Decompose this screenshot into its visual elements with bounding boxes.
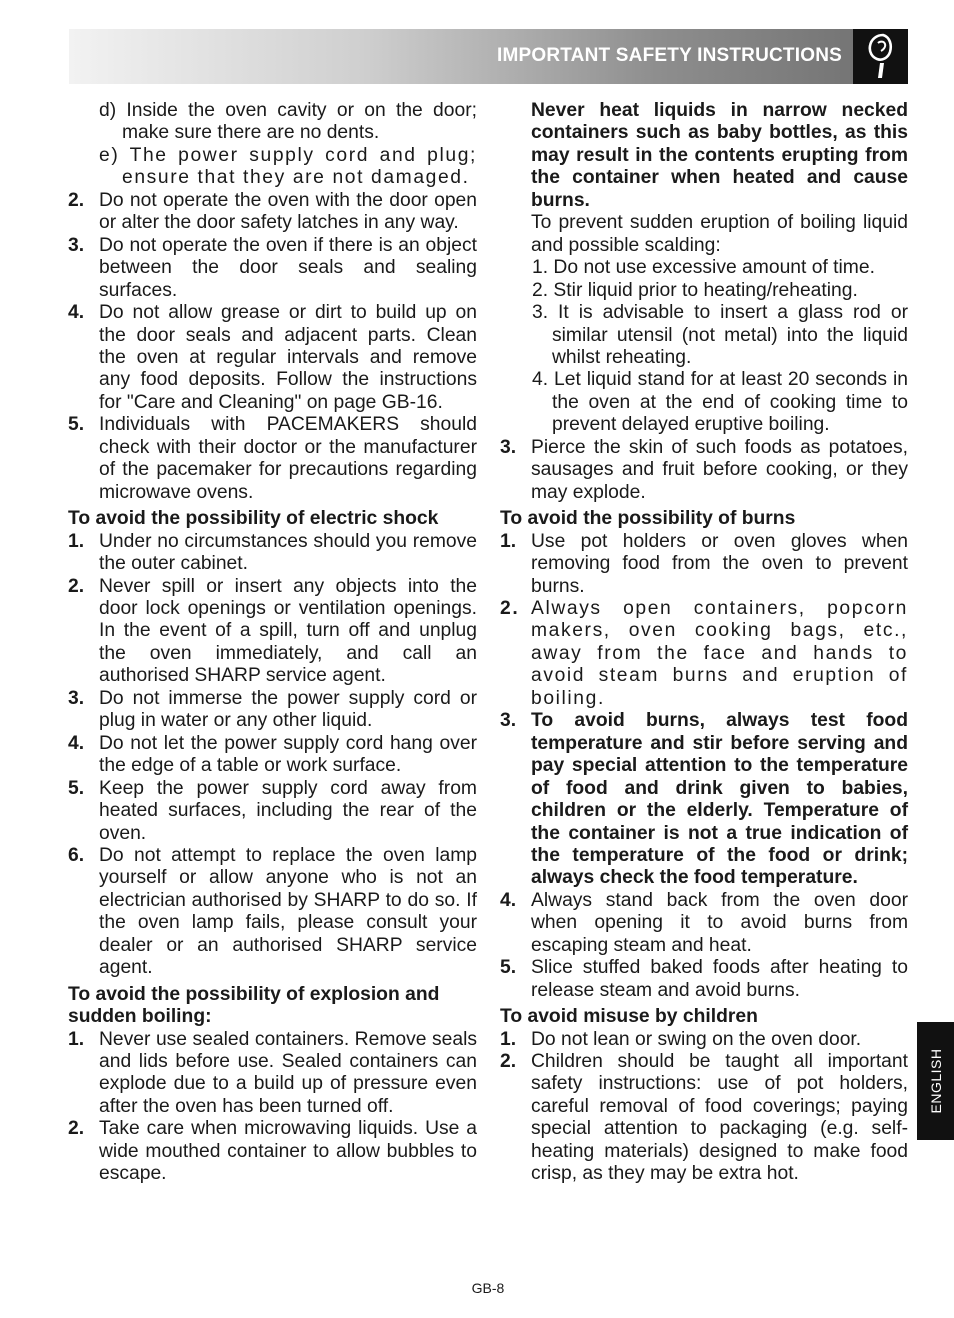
list-item bbox=[68, 688, 477, 733]
children-heading: To avoid misuse by children bbox=[500, 1006, 758, 1028]
item-text: Always stand back from the oven door when opening it to avoid burns from escaping steam and heat. bbox=[531, 889, 908, 956]
item-number: 1. bbox=[68, 530, 85, 552]
list-item bbox=[500, 1029, 908, 1051]
narrow-neck-warning: Never heat liquids in narrow necked containers such as baby bottles, as this may result in the contents erupting from the container when heated and cause burns. bbox=[531, 100, 908, 211]
list-item bbox=[68, 235, 477, 302]
list-item bbox=[500, 598, 908, 710]
item-text: To avoid burns, always test food temperature and stir before serving and pay special attention to the temperature of food and drink given to babies, children or the elderly. Temperature of the container is not a true indication of the temperature of the food or drink; always check the food temperature. bbox=[531, 710, 908, 889]
item-number: 5. bbox=[68, 777, 85, 799]
item-number: 2. bbox=[68, 1118, 85, 1140]
list-item bbox=[500, 1051, 908, 1186]
list-item bbox=[500, 437, 908, 504]
item-text: Do not let the power supply cord hang over the edge of a table or work surface. bbox=[99, 732, 477, 777]
item-text: Slice stuffed baked foods after heating to release steam and avoid burns. bbox=[531, 957, 908, 1001]
item-number: 1. bbox=[500, 1028, 517, 1050]
item-number: 1. bbox=[500, 530, 517, 552]
language-tab-label: ENGLISH bbox=[927, 1048, 944, 1114]
sub-item: 4. Let liquid stand for at least 20 seconds in the oven at the end of cooking time to prevent delayed eruptive boiling. bbox=[532, 369, 908, 436]
sub-item: 3. It is advisable to insert a glass rod or similar utensil (not metal) into the liquid whilst reheating. bbox=[532, 302, 908, 368]
header-title: IMPORTANT SAFETY INSTRUCTIONS bbox=[497, 45, 842, 66]
item-number: 3. bbox=[500, 710, 517, 732]
item-number: 4. bbox=[68, 302, 85, 324]
item-text: Never spill or insert any objects into the door lock openings or ventilation openings. In the event of a spill, turn off and unplug the oven immediately, and call an authorised SHARP service agent. bbox=[99, 575, 477, 687]
list-item bbox=[68, 778, 477, 845]
item-number: 6. bbox=[68, 844, 85, 866]
item-number: 2. bbox=[500, 1051, 517, 1073]
item-text: Take care when microwaving liquids. Use a wide mouthed container to allow bubbles to escape. bbox=[99, 1118, 477, 1185]
item-text: Do not allow grease or dirt to build up on the door seals and adjacent parts. Clean the oven at regular intervals and remove any food deposits. Follow the instructions for "Care and Cleaning" on page GB-16. bbox=[99, 302, 477, 413]
burns-heading: To avoid the possibility of burns bbox=[500, 508, 796, 530]
list-item bbox=[68, 414, 477, 504]
list-item bbox=[68, 845, 477, 980]
item-text: Never use sealed containers. Remove seals and lids before use. Sealed containers can explode due to a build up of pressure even after the oven has been turned off. bbox=[99, 1028, 477, 1117]
item-text: Individuals with PACEMAKERS should check with their doctor or the manufacturer of the pacemaker for precautions regarding microwave ovens. bbox=[99, 414, 477, 503]
item-text: Do not operate the oven with the door open or alter the door safety latches in any way. bbox=[99, 189, 477, 234]
item-number: 2. bbox=[68, 575, 85, 597]
header-bar bbox=[69, 29, 908, 84]
item-text: Keep the power supply cord away from heated surfaces, including the rear of the oven. bbox=[99, 777, 477, 844]
left-column bbox=[68, 100, 477, 1186]
right-column bbox=[500, 100, 908, 1186]
page-number: GB-8 bbox=[471, 1280, 505, 1296]
list-item bbox=[500, 710, 908, 890]
item-text: Pierce the skin of such foods as potatoes, sausages and fruit before cooking, or they may explode. bbox=[531, 436, 908, 503]
item-number: 4. bbox=[500, 889, 517, 911]
item-number: 5. bbox=[500, 957, 517, 979]
item-text: Do not attempt to replace the oven lamp yourself or allow anyone who is not an electrician authorised by SHARP to do so. If the oven lamp fails, please consult your dealer or an authorised SHARP service agent. bbox=[99, 844, 477, 979]
prevent-eruption-text: To prevent sudden eruption of boiling liquid and possible scalding: bbox=[531, 212, 908, 256]
list-item bbox=[68, 531, 477, 576]
language-tab bbox=[917, 1022, 954, 1140]
list-item bbox=[68, 733, 477, 778]
item-text: Always open containers, popcorn makers, oven cooking bags, etc., away from the face and hands to avoid steam burns and eruption of boiling. bbox=[531, 597, 908, 709]
item-number: 4. bbox=[68, 732, 85, 754]
list-item bbox=[500, 957, 908, 1002]
list-item bbox=[68, 302, 477, 414]
sub-item: 1. Do not use excessive amount of time. bbox=[532, 257, 875, 279]
list-item bbox=[500, 890, 908, 957]
item-text: Use pot holders or oven gloves when removing food from the oven to prevent burns. bbox=[531, 530, 908, 597]
item-number: 3. bbox=[500, 436, 517, 458]
electric-shock-heading: To avoid the possibility of electric shock bbox=[68, 508, 439, 530]
list-item bbox=[68, 1118, 477, 1185]
list-item bbox=[500, 531, 908, 598]
item-number: 2. bbox=[68, 189, 85, 211]
item-number: 2. bbox=[500, 597, 520, 619]
list-item bbox=[68, 1029, 477, 1119]
item-text: Under no circumstances should you remove the outer cabinet. bbox=[99, 530, 477, 575]
item-number: 3. bbox=[68, 687, 85, 709]
sub-item-d: d) Inside the oven cavity or on the door; make sure there are no dents. bbox=[99, 100, 477, 144]
item-number: 3. bbox=[68, 234, 85, 256]
item-number: 5. bbox=[68, 414, 85, 436]
item-text: Do not lean or swing on the oven door. bbox=[531, 1028, 862, 1050]
header-icon-box bbox=[853, 29, 908, 84]
item-text: Do not immerse the power supply cord or plug in water or any other liquid. bbox=[99, 687, 477, 732]
explosion-heading: To avoid the possibility of explosion and sudden boiling: bbox=[68, 983, 440, 1028]
item-number: 1. bbox=[68, 1028, 85, 1050]
list-item bbox=[68, 576, 477, 688]
item-text: Do not operate the oven if there is an object between the door seals and sealing surfaces. bbox=[99, 234, 477, 301]
sub-item: 2. Stir liquid prior to heating/reheating. bbox=[532, 279, 858, 301]
list-item bbox=[68, 190, 477, 235]
sub-item-e: e) The power supply cord and plug; ensure that they are not damaged. bbox=[99, 144, 477, 189]
item-text: Children should be taught all important safety instructions: use of pot holders, careful removal of food coverings; paying special attention to packaging (e.g. self-heating materials) designed to make food crisp, as they may be extra hot. bbox=[531, 1051, 908, 1185]
warning-exclamation-icon bbox=[853, 29, 908, 84]
